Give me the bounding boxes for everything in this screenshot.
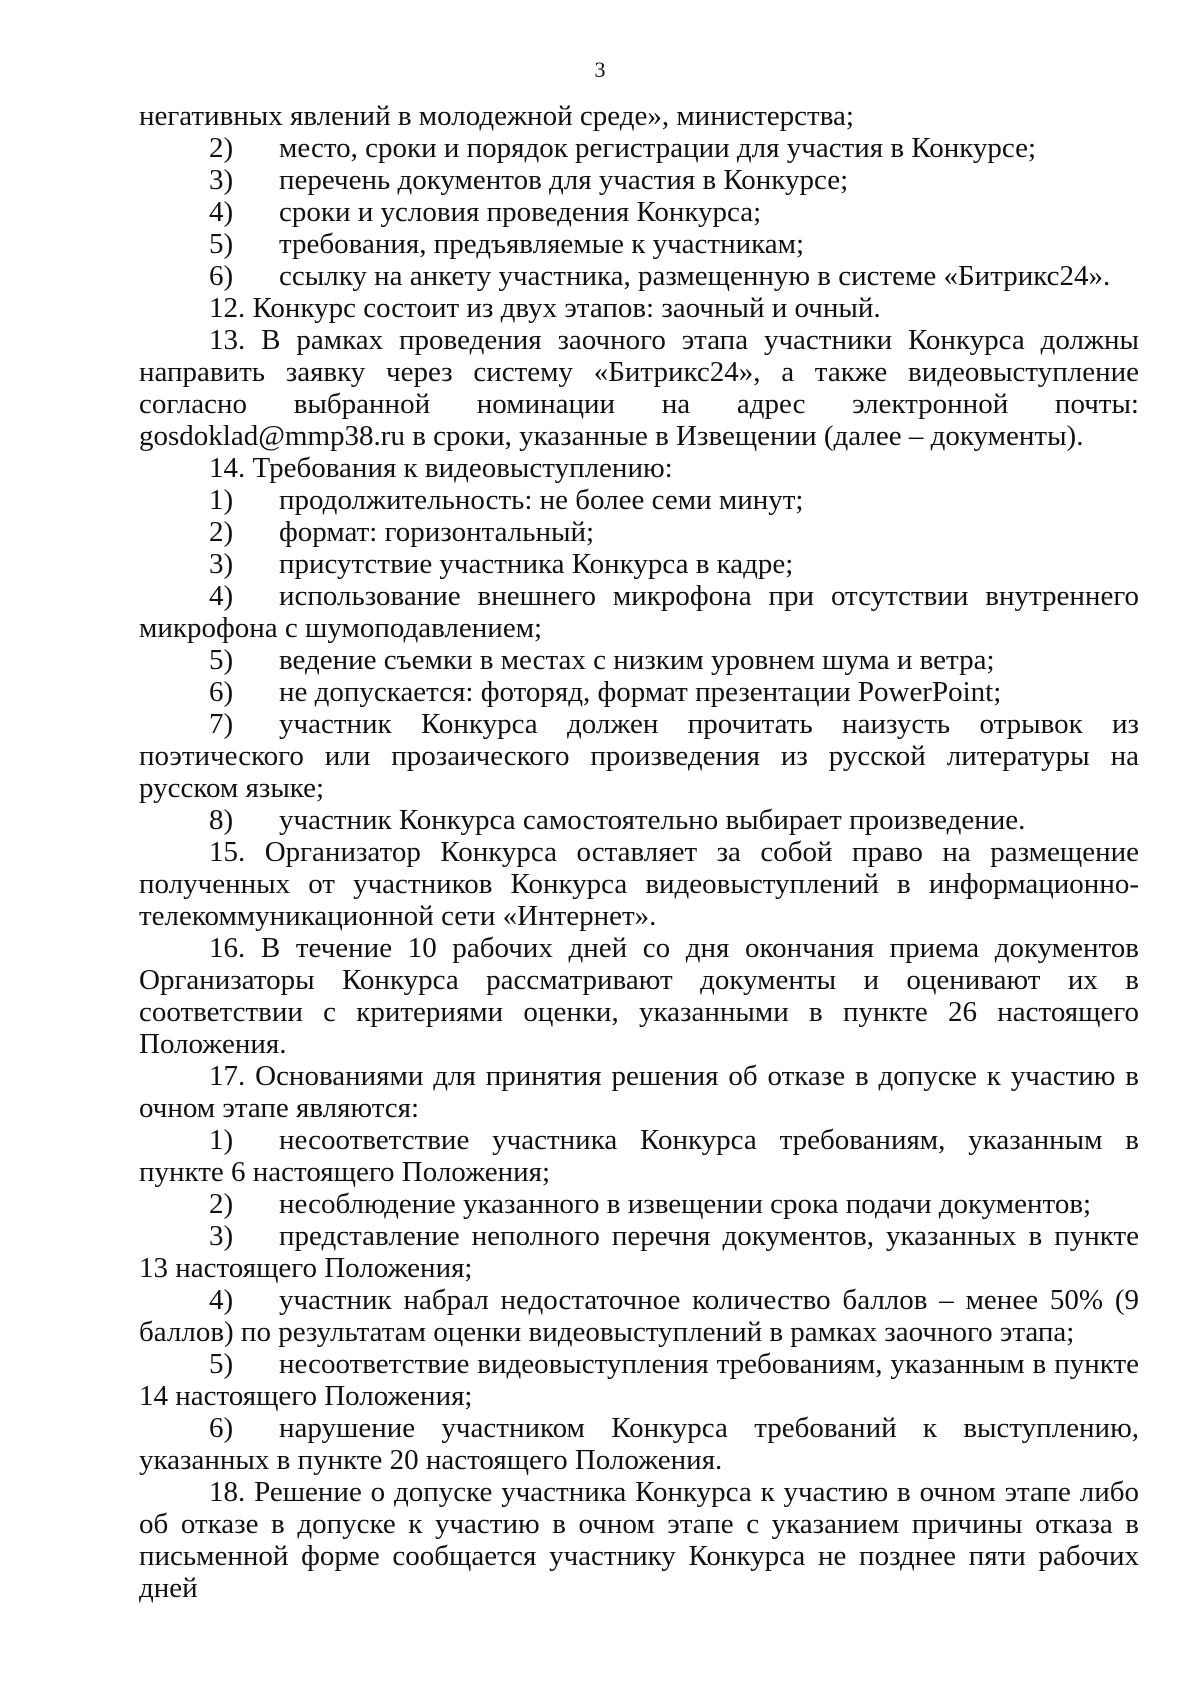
list-item: [139, 1188, 1139, 1220]
list-number: 6): [209, 1412, 234, 1444]
list-item: [139, 1348, 1139, 1412]
list-number: 1): [209, 484, 234, 516]
list-text: перечень документов для участия в Конкурсе;: [279, 164, 849, 196]
list-item: [139, 164, 1139, 196]
list-text: представление неполного перечня документов, указанных в пункте 13 настоящего Положения;: [139, 1220, 1139, 1284]
paragraph-16: 16. В течение 10 рабочих дней со дня окончания приема документов Организаторы Конкурса рассматривают документы и оценивают их в соответствии с критериями оценки, указанными в пункте 26 настоящего Положения.: [139, 932, 1139, 1060]
list-item: [139, 1124, 1139, 1188]
list-number: 5): [209, 228, 234, 260]
paragraph-continuation: негативных явлений в молодежной среде», министерства;: [139, 100, 854, 132]
list-item: [139, 708, 1139, 804]
list-text: место, сроки и порядок регистрации для участия в Конкурсе;: [279, 132, 1037, 164]
list-item: [139, 196, 1139, 228]
list-number: 2): [209, 1188, 234, 1220]
list-text: несоответствие видеовыступления требованиям, указанным в пункте 14 настоящего Положения;: [139, 1348, 1139, 1412]
paragraph-15: 15. Организатор Конкурса оставляет за собой право на размещение полученных от участников Конкурса видеовыступлений в информационно-телекоммуникационной сети «Интернет».: [139, 836, 1139, 932]
list-item: [139, 228, 1139, 260]
list-text: сроки и условия проведения Конкурса;: [279, 196, 762, 228]
list-number: 7): [209, 708, 234, 740]
paragraph-14: 14. Требования к видеовыступлению:: [209, 452, 673, 484]
paragraph-12: 12. Конкурс состоит из двух этапов: заочный и очный.: [209, 292, 881, 324]
list-item: [139, 1220, 1139, 1284]
list-number: 4): [209, 580, 234, 612]
list-text: использование внешнего микрофона при отсутствии внутреннего микрофона с шумоподавлением;: [139, 580, 1139, 644]
list-text: нарушение участником Конкурса требований к выступлению, указанных в пункте 20 настоящего Положения.: [139, 1412, 1139, 1476]
list-number: 5): [209, 644, 234, 676]
list-number: 3): [209, 1220, 234, 1252]
list-text: несоответствие участника Конкурса требованиям, указанным в пункте 6 настоящего Положения;: [139, 1124, 1139, 1188]
list-text: присутствие участника Конкурса в кадре;: [279, 548, 794, 580]
list-number: 4): [209, 196, 234, 228]
list-number: 1): [209, 1124, 234, 1156]
list-text: ведение съемки в местах с низким уровнем шума и ветра;: [279, 644, 995, 676]
list-number: 3): [209, 164, 234, 196]
list-item: [139, 132, 1139, 164]
list-text: продолжительность: не более семи минут;: [279, 484, 804, 516]
list-item: [139, 1412, 1139, 1476]
list-item: [139, 516, 1139, 548]
list-text: ссылку на анкету участника, размещенную в системе «Битрикс24».: [279, 260, 1111, 292]
list-item: [139, 1284, 1139, 1348]
list-text: требования, предъявляемые к участникам;: [279, 228, 805, 260]
list-item: [139, 804, 1139, 836]
list-text: не допускается: фоторяд, формат презентации PowerPoint;: [279, 676, 1002, 708]
list-item: [139, 644, 1139, 676]
paragraph-18: 18. Решение о допуске участника Конкурса к участию в очном этапе либо об отказе в допуске к участию в очном этапе с указанием причины отказа в письменной форме сообщается участнику Конкурса не позднее пяти рабочих дней: [139, 1476, 1139, 1604]
list-item: [139, 548, 1139, 580]
list-text: формат: горизонтальный;: [279, 516, 595, 548]
list-item: [139, 260, 1139, 292]
page-number: 3: [594, 57, 606, 82]
list-number: 6): [209, 676, 234, 708]
list-text: участник Конкурса самостоятельно выбирает произведение.: [279, 804, 1026, 836]
list-text: участник набрал недостаточное количество баллов – менее 50% (9 баллов) по результатам оценки видеовыступлений в рамках заочного этапа;: [139, 1284, 1139, 1348]
list-item: [139, 580, 1139, 644]
list-item: [139, 484, 1139, 516]
list-number: 3): [209, 548, 234, 580]
list-number: 6): [209, 260, 234, 292]
document-body: [139, 100, 1139, 1604]
list-number: 8): [209, 804, 234, 836]
paragraph-17: 17. Основаниями для принятия решения об отказе в допуске к участию в очном этапе являются:: [139, 1060, 1139, 1124]
list-number: 2): [209, 132, 234, 164]
list-number: 2): [209, 516, 234, 548]
list-number: 5): [209, 1348, 234, 1380]
list-item: [139, 676, 1139, 708]
list-text: несоблюдение указанного в извещении срока подачи документов;: [279, 1188, 1092, 1220]
paragraph-13: 13. В рамках проведения заочного этапа участники Конкурса должны направить заявку через систему «Битрикс24», а также видеовыступление согласно выбранной номинации на адрес электронной почты: gosdoklad@mmp38.ru в сроки, указанные в Извещении (далее – документы).: [139, 324, 1139, 452]
list-number: 4): [209, 1284, 234, 1316]
list-text: участник Конкурса должен прочитать наизусть отрывок из поэтического или прозаического произведения из русской литературы на русском языке;: [139, 708, 1139, 804]
